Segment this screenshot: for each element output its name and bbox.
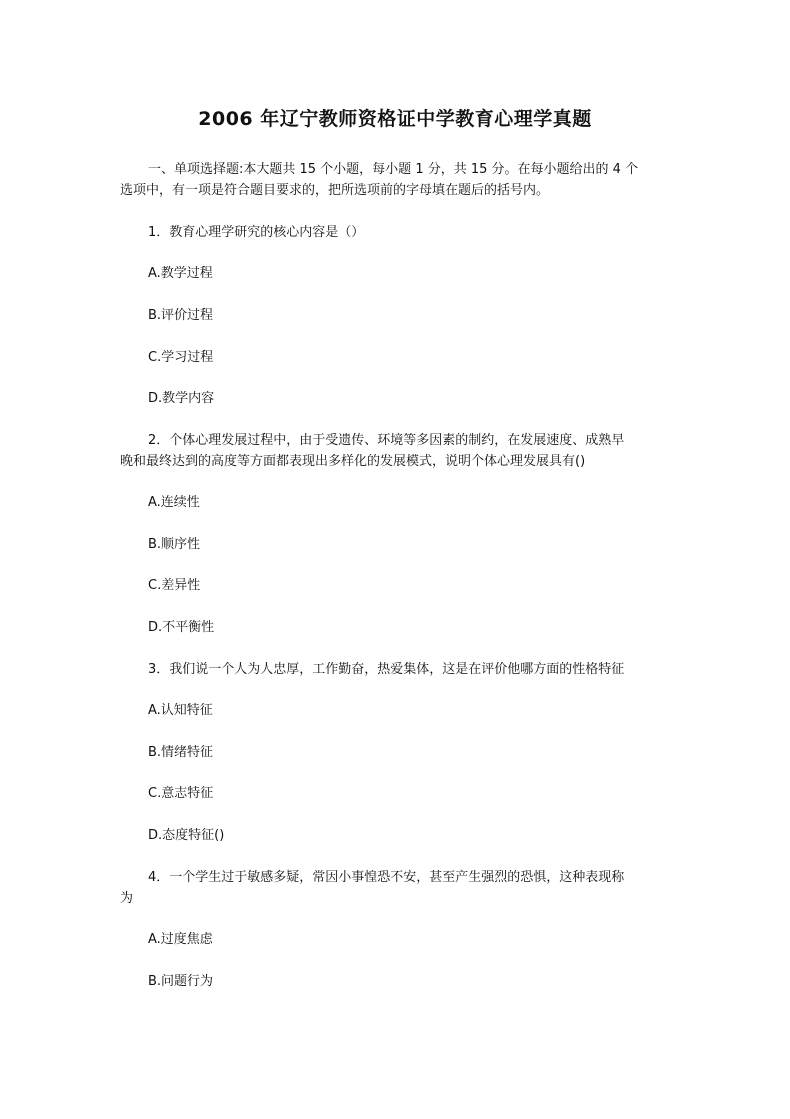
intro-line-2: 选项中，有一项是符合题目要求的，把所选项前的字母填在题后的括号内。 — [120, 183, 550, 198]
question-3-option-b: B.情绪特征 — [148, 745, 214, 760]
question-3-option-d: D.态度特征() — [148, 828, 225, 843]
question-2-stem-line-1: 2．个体心理发展过程中，由于受遗传、环境等多因素的制约，在发展速度、成熟早 — [148, 433, 625, 448]
question-1-option-b: B.评价过程 — [148, 308, 214, 323]
page-title: 2006 年辽宁教师资格证中学教育心理学真题 — [198, 108, 592, 130]
question-4-stem-line-1: 4．一个学生过于敏感多疑，常因小事惶恐不安，甚至产生强烈的恐惧，这种表现称 — [148, 870, 625, 885]
question-2-stem-line-2: 晚和最终达到的高度等方面都表现出多样化的发展模式，说明个体心理发展具有() — [120, 454, 586, 469]
question-1-option-a: A.教学过程 — [148, 266, 213, 281]
intro-line-1: 一、单项选择题:本大题共 15 个小题，每小题 1 分，共 15 分。在每小题给出的 4 个 — [148, 162, 639, 177]
question-1-stem: 1．教育心理学研究的核心内容是（） — [148, 225, 365, 240]
question-2-option-a: A.连续性 — [148, 495, 200, 510]
question-4-option-a: A.过度焦虑 — [148, 932, 213, 947]
question-3-option-c: C.意志特征 — [148, 786, 214, 801]
question-4-stem-line-2: 为 — [120, 891, 134, 906]
question-2-option-d: D.不平衡性 — [148, 620, 215, 635]
question-2-option-c: C.差异性 — [148, 578, 201, 593]
question-3-stem: 3．我们说一个人为人忠厚，工作勤奋，热爱集体，这是在评价他哪方面的性格特征 — [148, 662, 625, 677]
question-1-option-c: C.学习过程 — [148, 350, 214, 365]
question-1-option-d: D.教学内容 — [148, 391, 215, 406]
question-3-option-a: A.认知特征 — [148, 703, 213, 718]
question-4-option-b: B.问题行为 — [148, 974, 214, 989]
question-2-option-b: B.顺序性 — [148, 537, 201, 552]
